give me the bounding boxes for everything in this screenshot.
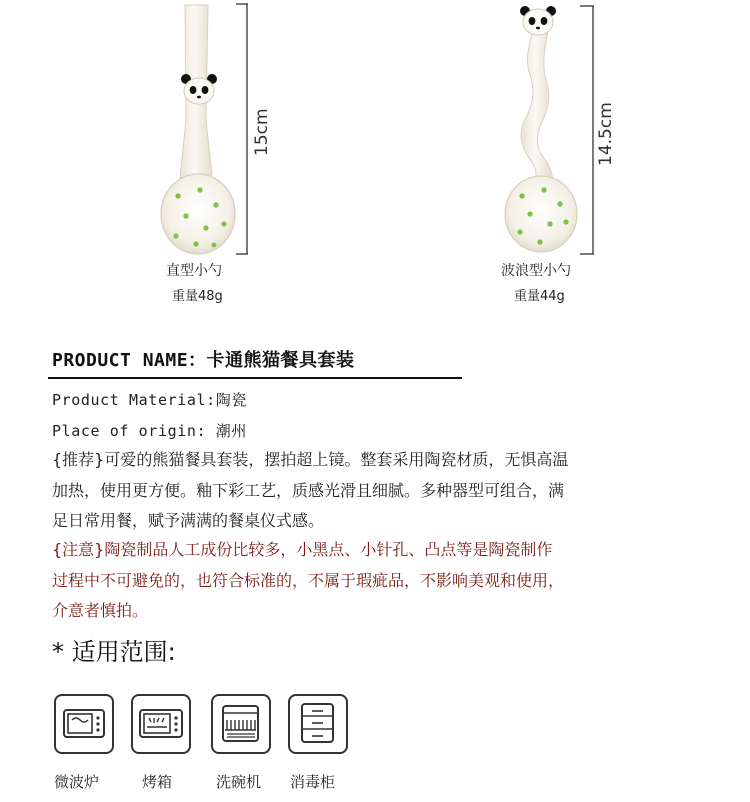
spoon-illustrations: [0, 0, 750, 310]
dimension-line: [236, 4, 248, 254]
product-title: PRODUCT NAME：卡通熊猫餐具套装: [52, 350, 355, 371]
notice-line: 过程中不可避免的，也符合标准的，不属于瑕疵品，不影响美观和使用，: [52, 570, 565, 590]
straight-spoon: [161, 5, 235, 254]
usage-label: 烤箱: [142, 773, 173, 791]
recommend-line: {推荐}可爱的熊猫餐具套装，摆拍超上镜。整套采用陶瓷材质，无惧高温: [52, 450, 569, 469]
product-material: Product Material:陶瓷: [52, 391, 247, 409]
sterilizer-cabinet-icon: [288, 694, 348, 754]
length-label: 15cm: [252, 108, 272, 156]
usage-label: 微波炉: [54, 773, 100, 791]
spoon-weight: 重量44g: [514, 289, 565, 304]
dimension-line: [580, 6, 594, 254]
panda-head-icon: [520, 6, 556, 35]
spoon-name: 波浪型小勺: [501, 263, 571, 279]
title-divider: [48, 377, 462, 379]
oven-icon: [131, 694, 191, 754]
recommend-paragraph: [52, 445, 722, 537]
notice-line: 介意者慎拍。: [52, 601, 149, 620]
microwave-icon: [54, 694, 114, 754]
spoon-name: 直型小勺: [166, 263, 222, 279]
place-of-origin: Place of origin: 潮州: [52, 422, 247, 440]
notice-paragraph: [52, 535, 722, 627]
recommend-line: 加热，使用更方便。釉下彩工艺，质感光滑且细腻。多种器型可组合，满: [52, 480, 565, 500]
length-label: 14.5cm: [596, 102, 616, 166]
usage-label: 洗碗机: [216, 773, 262, 791]
usage-title: * 适用范围:: [52, 638, 176, 666]
usage-label: 消毒柜: [290, 773, 336, 791]
wavy-spoon: [505, 6, 577, 252]
dishwasher-icon: [211, 694, 271, 754]
spoon-weight: 重量48g: [172, 289, 223, 304]
notice-line: {注意}陶瓷制品人工成份比较多，小黑点、小针孔、凸点等是陶瓷制作: [52, 540, 553, 559]
recommend-line: 足日常用餐，赋予满满的餐桌仪式感。: [52, 511, 325, 530]
